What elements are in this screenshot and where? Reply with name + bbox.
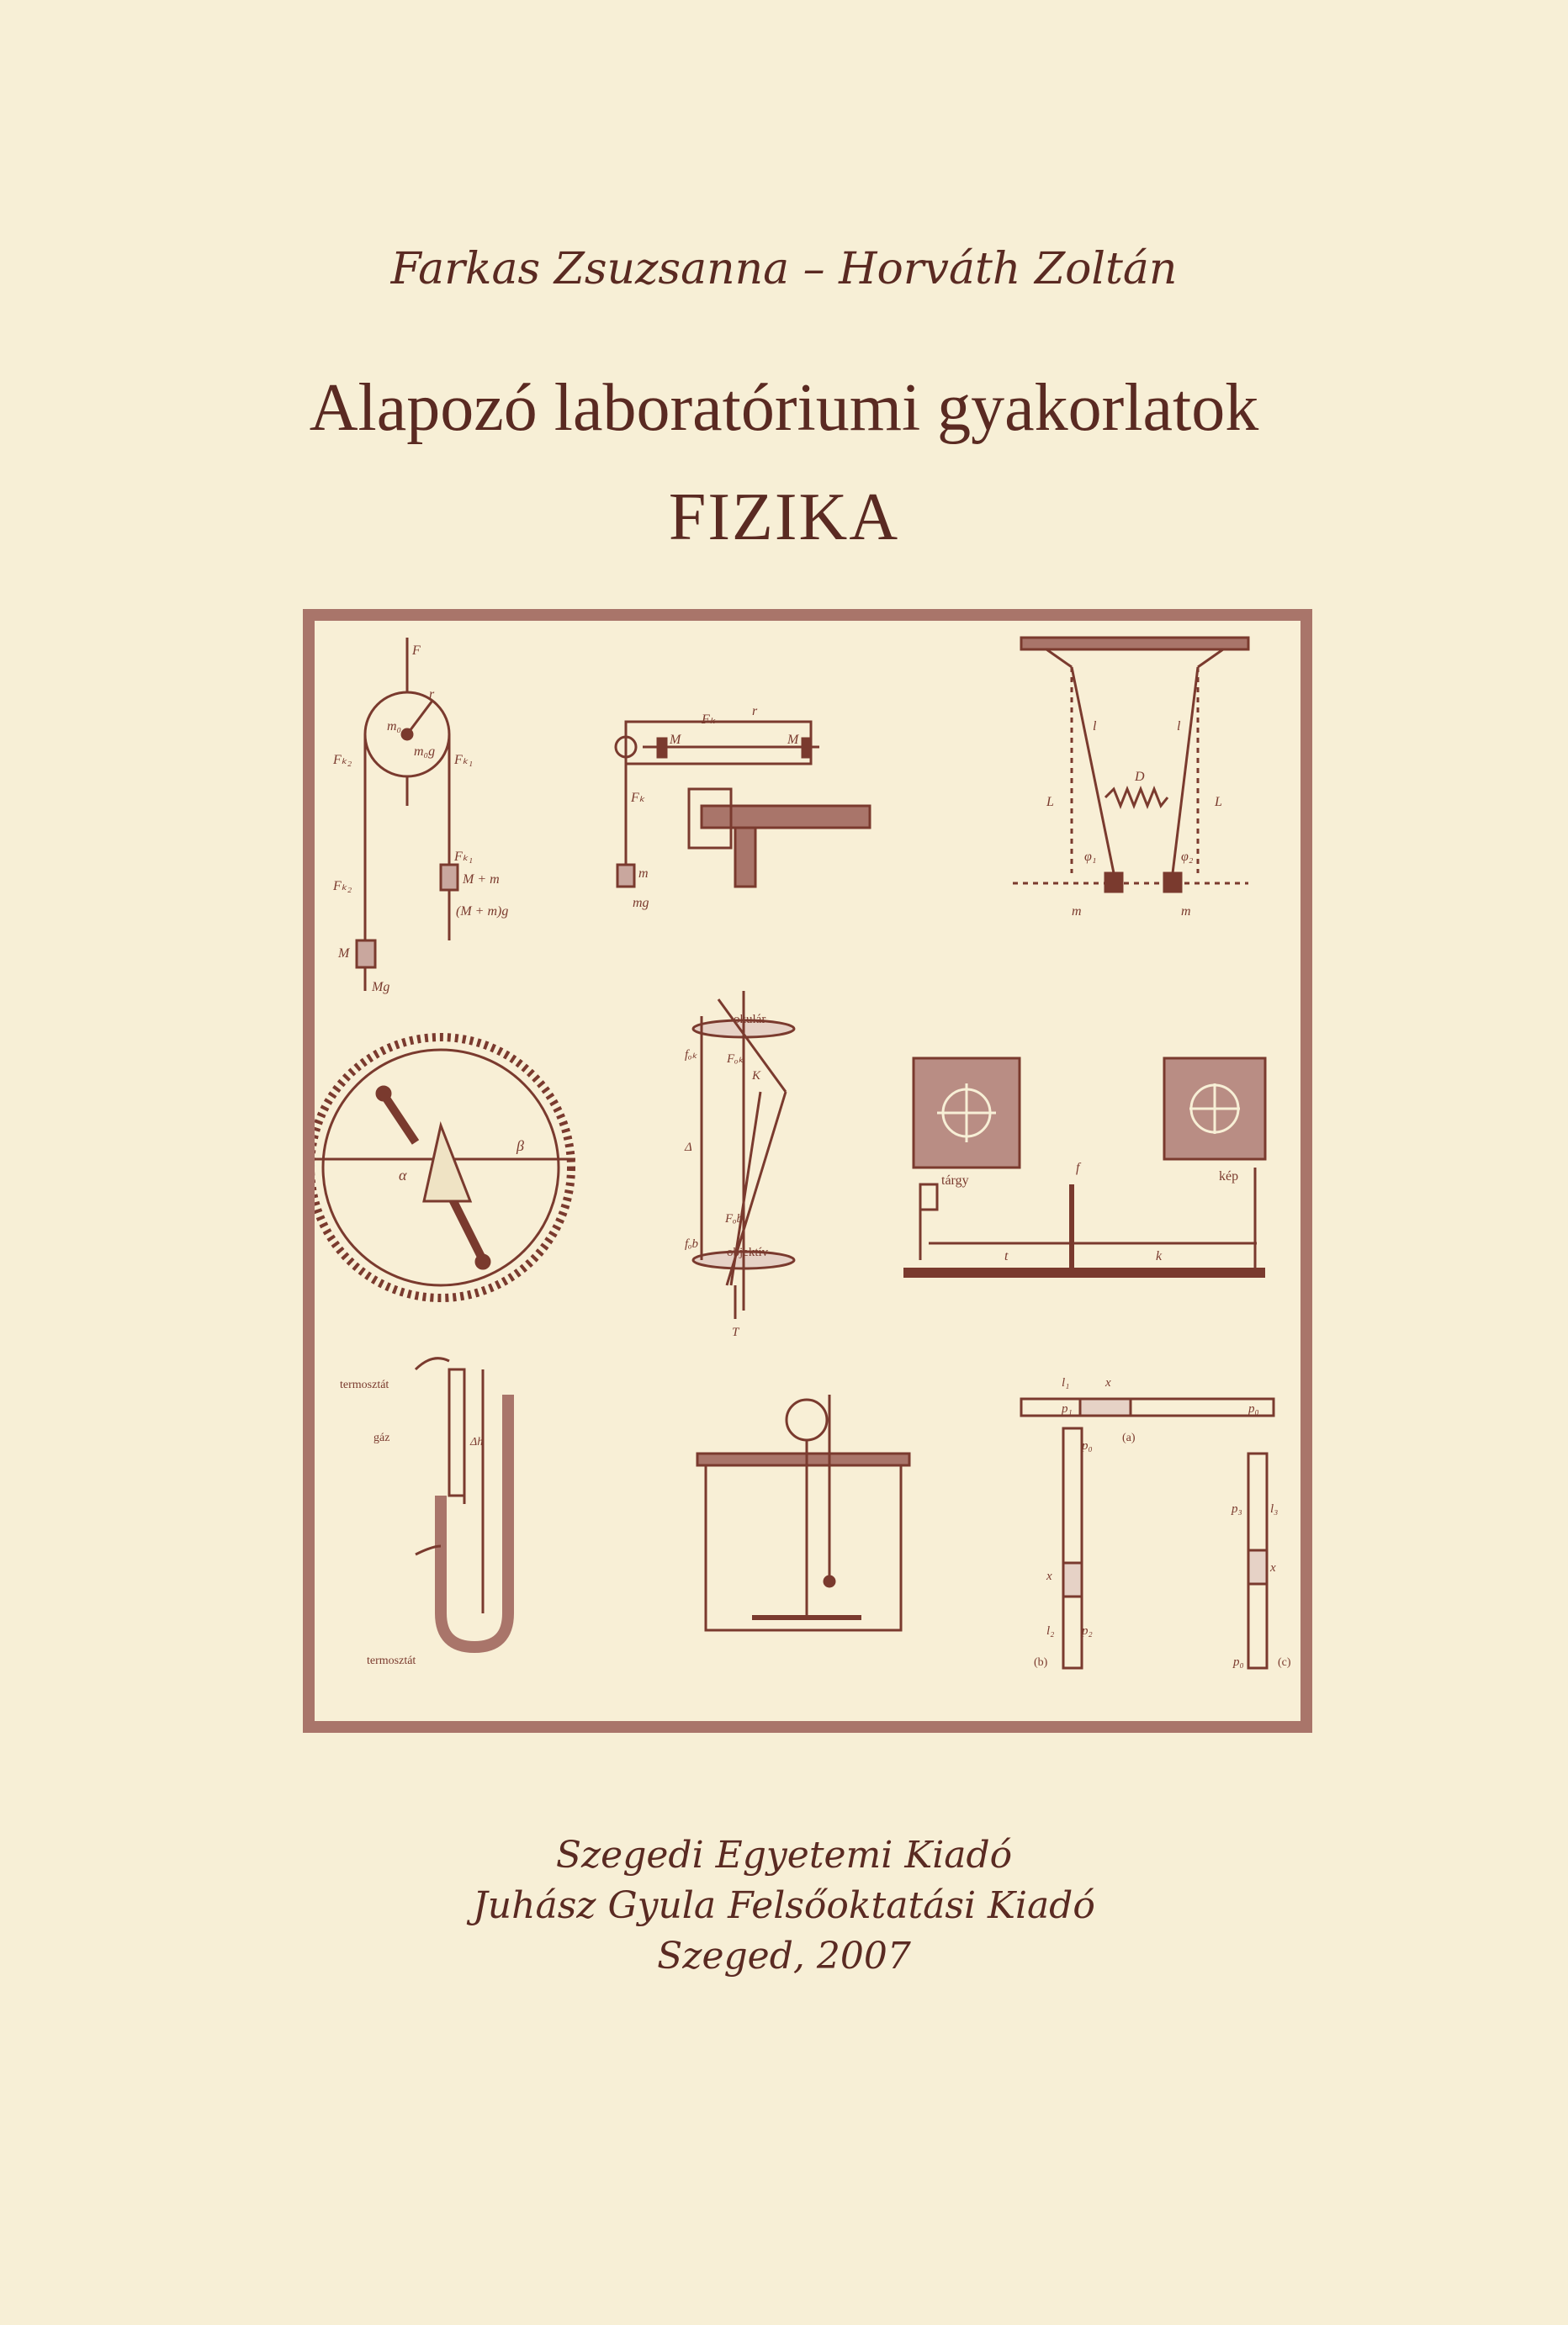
- label: m₀: [387, 719, 402, 734]
- label: Δ: [685, 1141, 692, 1154]
- calorimeter-diagram: [697, 1395, 909, 1630]
- label: (M + m)g: [456, 904, 509, 919]
- label: L: [1215, 795, 1222, 809]
- label: k: [1156, 1249, 1163, 1263]
- label: x: [1046, 1570, 1052, 1583]
- label: r: [752, 704, 758, 718]
- label: D: [1135, 770, 1145, 784]
- book-subtitle: FIZIKA: [668, 480, 900, 554]
- label: fₒₖ: [685, 1048, 697, 1062]
- label: l₁: [1062, 1376, 1070, 1390]
- label: p₀: [1233, 1655, 1244, 1669]
- label: l: [1093, 719, 1097, 734]
- label: m: [638, 866, 649, 881]
- pulley-diagram: [357, 638, 458, 991]
- gas-tube-diagram: [1021, 1399, 1274, 1668]
- label: x: [1270, 1561, 1276, 1575]
- label: l: [1177, 719, 1181, 734]
- label: m: [1181, 904, 1191, 919]
- label: mg: [633, 896, 649, 910]
- label: p₀: [1248, 1402, 1259, 1416]
- label: Fₖ₂: [333, 753, 352, 767]
- label: p₃: [1232, 1502, 1242, 1516]
- authors: Farkas Zsuzsanna – Horváth Zoltán: [390, 244, 1178, 294]
- label: t: [1004, 1249, 1009, 1263]
- label: φ₁: [1084, 850, 1097, 864]
- label: termosztát: [340, 1379, 389, 1391]
- label: Fₒb: [725, 1212, 743, 1226]
- book-title: Alapozó laboratóriumi gyakorlatok: [309, 371, 1259, 445]
- label: Fₖ₂: [333, 879, 352, 893]
- place-and-year: Szeged, 2007: [657, 1935, 911, 1978]
- label: l₃: [1270, 1502, 1279, 1516]
- goniometer-diagram: [315, 1037, 575, 1298]
- label: β: [516, 1137, 524, 1154]
- label: p₀: [1082, 1439, 1093, 1453]
- label: M: [670, 733, 681, 747]
- label: gáz: [373, 1432, 390, 1444]
- label: α: [399, 1167, 407, 1184]
- label: tárgy: [941, 1173, 969, 1188]
- label: M: [787, 733, 799, 747]
- pendulum-diagram: [1013, 638, 1248, 892]
- label: Fₖ₁: [454, 753, 474, 767]
- label: Fₒₖ: [727, 1052, 744, 1066]
- label: Mg: [372, 980, 390, 994]
- label: L: [1046, 795, 1054, 809]
- lens-bench-diagram: [903, 1058, 1265, 1273]
- publisher-line-1: Szegedi Egyetemi Kiadó: [555, 1834, 1013, 1877]
- label: φ₂: [1181, 850, 1194, 864]
- microscope-diagram: [693, 991, 794, 1319]
- publisher-line-2: Juhász Gyula Felsőoktatási Kiadó: [473, 1884, 1095, 1927]
- label: Fₖ₁: [454, 850, 474, 864]
- label: Δh: [470, 1436, 484, 1448]
- label: r: [429, 687, 435, 702]
- label: m: [1072, 904, 1082, 919]
- label: objektív: [727, 1246, 769, 1259]
- label: Fₖ: [631, 791, 645, 805]
- label: l₂: [1046, 1624, 1055, 1638]
- label: termosztát: [367, 1655, 416, 1667]
- gas-thermometer-diagram: [416, 1358, 508, 1647]
- label: p₁: [1062, 1402, 1073, 1416]
- label: Fₖ: [702, 712, 716, 727]
- label: T: [732, 1326, 739, 1339]
- label: m₀g: [414, 744, 436, 759]
- label: okulár: [734, 1013, 766, 1026]
- label: x: [1105, 1376, 1111, 1390]
- cover-illustration: [303, 609, 1312, 1733]
- label: kép: [1219, 1169, 1239, 1184]
- label: p₂: [1082, 1624, 1093, 1638]
- label: M + m: [463, 872, 500, 887]
- label: K: [752, 1069, 761, 1083]
- label: (c): [1278, 1656, 1291, 1669]
- physics-diagrams: [315, 621, 1300, 1721]
- label: (a): [1122, 1432, 1136, 1444]
- label: F: [412, 643, 421, 658]
- label: f: [1076, 1161, 1080, 1175]
- rotation-diagram: [616, 722, 870, 887]
- label: M: [338, 946, 350, 961]
- label: (b): [1034, 1656, 1048, 1669]
- label: fₒb: [685, 1237, 698, 1251]
